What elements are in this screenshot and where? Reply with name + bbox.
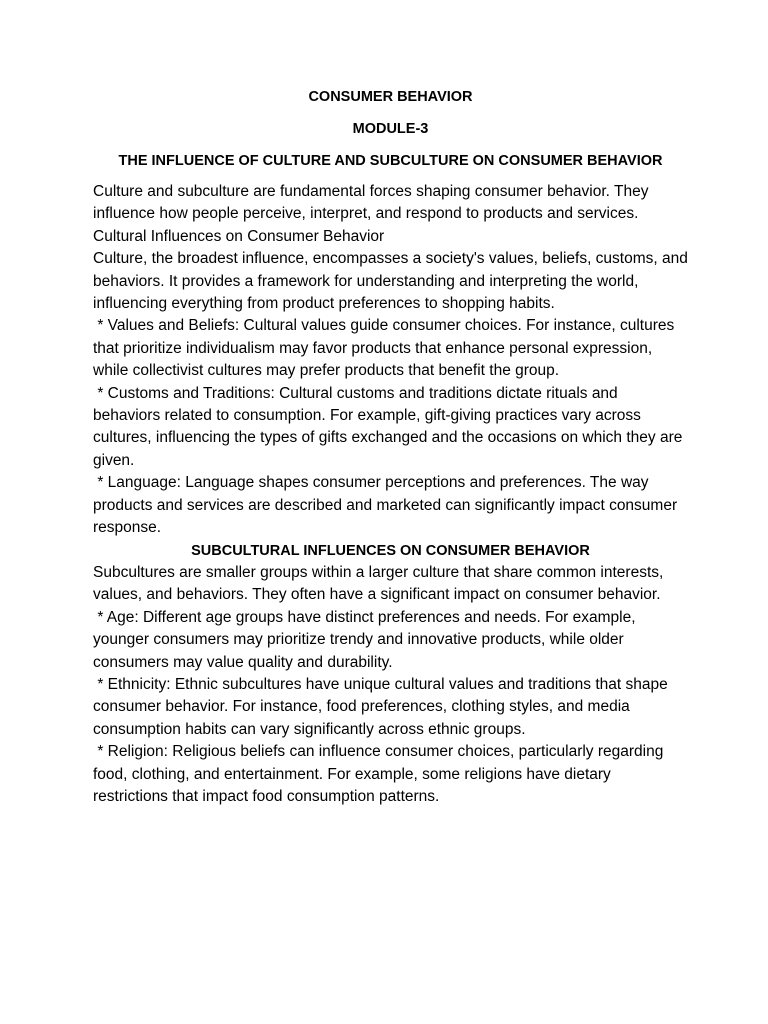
document-title: CONSUMER BEHAVIOR <box>308 89 473 105</box>
cultural-bullet-language: * Language: Language shapes consumer perceptions and preferences. The way products and services are described and marketed can significantly impact consumer response. <box>93 474 682 537</box>
subcultural-intro-paragraph: Subcultures are smaller groups within a larger culture that share common interests, values, and behaviors. They often have a significant impact on consumer behavior. <box>93 563 668 604</box>
cultural-intro-paragraph: Culture, the broadest influence, encompasses a society's values, beliefs, customs, and behaviors. It provides a framework for understanding and interpreting the world, influencing everything from product preferences to shopping habits. <box>93 250 693 313</box>
subcultural-bullet-religion: * Religion: Religious beliefs can influence consumer choices, particularly regarding food, clothing, and entertainment. For example, some religions have dietary restrictions that impact food consumption patterns. <box>93 743 668 805</box>
subcultural-section-heading: SUBCULTURAL INFLUENCES ON CONSUMER BEHAVIOR <box>191 542 590 559</box>
module-label: MODULE-3 <box>352 121 429 137</box>
cultural-bullet-values: * Values and Beliefs: Cultural values guide consumer choices. For instance, cultures that prioritize individualism may favor products that enhance personal expression, while collectivist cultures may prefer products that benefit the group. <box>93 317 679 380</box>
cultural-bullet-customs: * Customs and Traditions: Cultural customs and traditions dictate rituals and behaviors related to consumption. For example, gift-giving practices vary across cultures, influencing the types of gifts exchanged and the occasions on which they are given. <box>93 384 687 469</box>
subcultural-bullet-age: * Age: Different age groups have distinct preferences and needs. For example, younger consumers may prioritize trendy and innovative products, while older consumers may value quality and durability. <box>93 608 640 671</box>
cultural-section-heading: Cultural Influences on Consumer Behavior <box>93 227 385 245</box>
main-heading: THE INFLUENCE OF CULTURE AND SUBCULTURE ON CONSUMER BEHAVIOR <box>118 153 663 169</box>
subcultural-bullet-ethnicity: * Ethnicity: Ethnic subcultures have unique cultural values and traditions that shape consumer behavior. For instance, food preferences, clothing styles, and media consumption habits can vary significantly across ethnic groups. <box>93 675 673 738</box>
intro-paragraph: Culture and subculture are fundamental forces shaping consumer behavior. They influence how people perceive, interpret, and respond to products and services. <box>93 183 653 223</box>
document-body <box>93 86 693 808</box>
